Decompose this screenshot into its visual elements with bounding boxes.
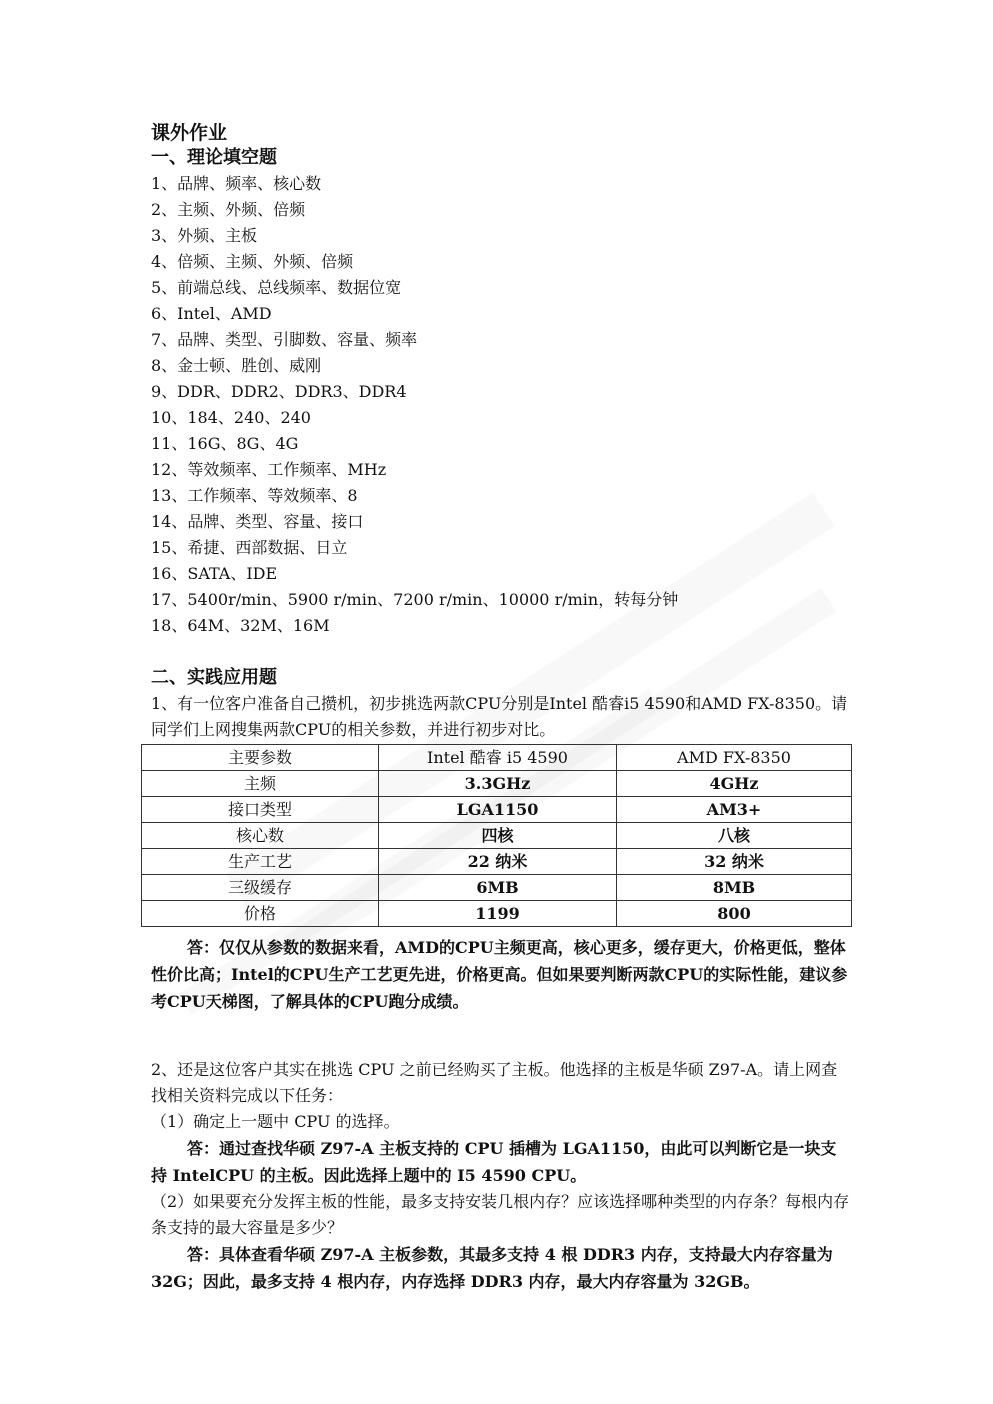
table-header-cell: 主要参数 [142,745,379,771]
table-header-cell: Intel 酷睿 i5 4590 [379,745,617,771]
list-item: 16、SATA、IDE [151,564,278,583]
table-cell: 4GHz [617,771,852,797]
question-2-sub2: （2）如果要充分发挥主板的性能，最多支持安装几根内存？应该选择哪种类型的内存条？每根内存条支持的最大容量是多少？ [151,1192,850,1237]
question-2-sub1: （1）确定上一题中 CPU 的选择。 [151,1112,400,1131]
table-cell: 32 纳米 [617,849,852,875]
list-item: 11、16G、8G、4G [151,434,299,453]
table-row [142,901,852,927]
table-cell: 1199 [379,901,617,927]
table-row [142,875,852,901]
list-item: 17、5400r/min、5900 r/min、7200 r/min、10000 r/min，转每分钟 [151,590,679,609]
table-cell: 价格 [142,901,379,927]
list-item: 7、品牌、类型、引脚数、容量、频率 [151,330,418,349]
question-2-answer-2: 答：具体查看华硕 Z97-A 主板参数，其最多支持 4 根 DDR3 内存，支持最大内存容量为 32G；因此，最多支持 4 根内存，内存选择 DDR3 内存，最大内存容量为 32GB。 [151,1245,833,1291]
table-row [142,823,852,849]
question-2-answer-1: 答：通过查找华硕 Z97-A 主板支持的 CPU 插槽为 LGA1150，由此可以判断它是一块支持 IntelCPU 的主板。因此选择上题中的 I5 4590 CPU。 [151,1139,837,1185]
list-item: 3、外频、主板 [151,226,258,245]
table-cell: 22 纳米 [379,849,617,875]
question-2-text: 2、还是这位客户其实在挑选 CPU 之前已经购买了主板。他选择的主板是华硕 Z97-A。请上网查找相关资料完成以下任务： [151,1060,838,1105]
list-item: 15、希捷、西部数据、日立 [151,538,348,557]
list-item: 14、品牌、类型、容量、接口 [151,512,364,531]
list-item: 10、184、240、240 [151,408,311,427]
list-item: 6、Intel、AMD [151,304,272,323]
table-row [142,771,852,797]
cpu-comparison-table [141,744,852,927]
list-item: 5、前端总线、总线频率、数据位宽 [151,278,402,297]
table-cell: 八核 [617,823,852,849]
question-1-answer: 答：仅仅从参数的数据来看，AMD的CPU主频更高，核心更多，缓存更大，价格更低，整体性价比高；Intel的CPU生产工艺更先进，价格更高。但如果要判断两款CPU的实际性能，建议参考CPU天梯图，了解具体的CPU跑分成绩。 [151,938,848,1011]
list-item: 9、DDR、DDR2、DDR3、DDR4 [151,382,407,401]
table-cell: 800 [617,901,852,927]
table-cell: 3.3GHz [379,771,617,797]
table-cell: 生产工艺 [142,849,379,875]
table-cell: 三级缓存 [142,875,379,901]
question-1-text: 1、有一位客户准备自己攒机，初步挑选两款CPU分别是Intel 酷睿i5 4590和AMD FX-8350。请同学们上网搜集两款CPU的相关参数，并进行初步对比。 [151,694,848,739]
list-item: 2、主频、外频、倍频 [151,200,306,219]
table-cell: 6MB [379,875,617,901]
answers-block [151,934,851,1295]
list-item: 8、金士顿、胜创、威刚 [151,356,322,375]
table-row [142,797,852,823]
table-row [142,849,852,875]
fill-in-list [151,171,851,639]
table-cell: 四核 [379,823,617,849]
list-item: 4、倍频、主频、外频、倍频 [151,252,354,271]
table-header-row [142,745,852,771]
page-title: 课外作业 [151,122,228,144]
list-item: 13、工作频率、等效频率、8 [151,486,358,505]
list-item: 12、等效频率、工作频率、MHz [151,460,387,479]
table-cell: 8MB [617,875,852,901]
section2-heading: 二、实践应用题 [151,667,277,688]
document-page [151,118,851,743]
section1-heading: 一、理论填空题 [151,147,277,168]
table-cell: 核心数 [142,823,379,849]
table-cell: 接口类型 [142,797,379,823]
list-item: 18、64M、32M、16M [151,616,330,635]
table-cell: 主频 [142,771,379,797]
table-cell: AM3+ [617,797,852,823]
list-item: 1、品牌、频率、核心数 [151,174,322,193]
table-cell: LGA1150 [379,797,617,823]
table-header-cell: AMD FX-8350 [617,745,852,771]
